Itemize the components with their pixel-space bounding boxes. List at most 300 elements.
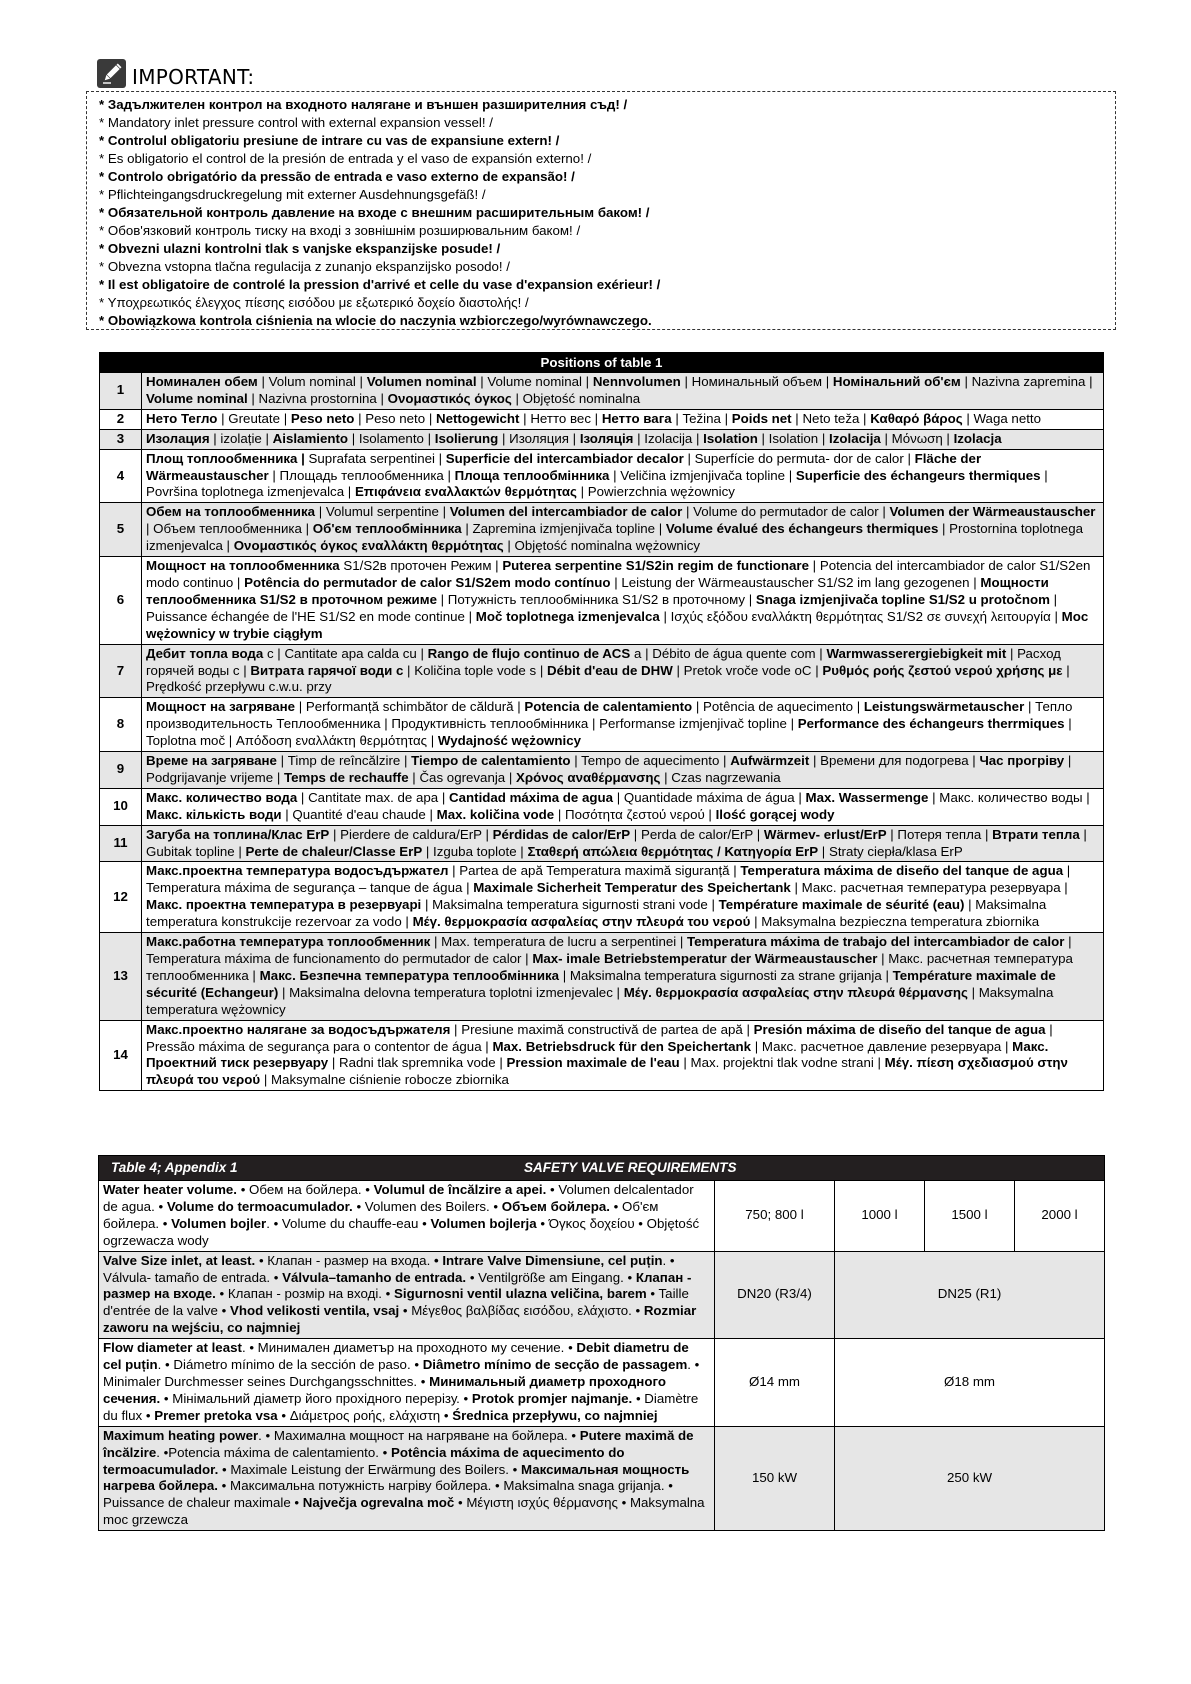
term-text: . • Diámetro mínimo de la sección de paso. • — [157, 1357, 423, 1373]
term-text: | Čas ogrevanja | — [408, 769, 517, 785]
notice-line: * Υποχρεωτικός έλεγχος πίεσης εισόδου με εξωτερικό δοχείο διαστολής! / — [99, 295, 529, 310]
valve-row-label — [99, 1426, 715, 1530]
term-text: | Потеря тепла | — [886, 826, 993, 842]
term-bold: Макс. количество вода — [146, 789, 298, 805]
term-bold: Ονομαστικός όγκος εναλλάκτη θερμότητας — [233, 538, 504, 554]
term-bold: Izolacja — [953, 430, 1002, 446]
term-bold: Premer pretoka vsa — [154, 1407, 278, 1423]
term-text: • Мінімальний діаметр його прохідного перерізу. • — [160, 1390, 472, 1406]
term-bold: Sigurnosni ventil ulazna veličina, barem — [394, 1286, 647, 1302]
valve-value: 1500 l — [925, 1181, 1015, 1252]
term-bold: Ρυθμός ροής ζεστού νερού χρήσης με — [822, 662, 1063, 678]
position-row — [100, 503, 1104, 557]
notice-line: * Mandatory inlet pressure control with external expansion vessel! / — [99, 115, 493, 130]
notice-line: * Obvezni ulazni kontrolni tlak s vanjske ekspanzijske posude! / — [99, 241, 501, 256]
position-number: 13 — [100, 933, 142, 1021]
term-text: | Težina | — [671, 410, 732, 426]
valve-value: 750; 800 l — [715, 1181, 835, 1252]
valve-value: Ø14 mm — [715, 1339, 835, 1427]
term-text: | Pierdere de caldura/ErP | — [329, 826, 493, 842]
term-text: | Maksimalna temperatura konstrukcije rezervoar za vodo | — [146, 897, 1047, 930]
term-text: | Tempo de aquecimento | — [570, 753, 731, 769]
important-notice-box — [86, 91, 1116, 330]
term-text: | Макс. расчетная температура теплообменника | — [146, 951, 1073, 983]
term-text: . • Махимална мощност на нагряване на бойлера. • — [258, 1427, 580, 1443]
term-text: | Макс. расчетная температура резервуара | — [790, 880, 1068, 896]
valve-table-title: SAFETY VALVE REQUIREMENTS — [524, 1160, 737, 1175]
term-bold: Maximum heating power — [103, 1427, 259, 1443]
notice-line: * Obvezna vstopna tlačna regulacija z zunanjo ekspanzijsko posodo! / — [99, 259, 510, 274]
term-text: | Maksymalna bezpieczna temperatura zbiornika — [750, 914, 1040, 930]
valve-value: DN25 (R1) — [835, 1251, 1105, 1339]
term-bold: Volume évalué des échangeurs thermiques — [665, 521, 939, 537]
term-text: | Izguba toplote | — [422, 843, 528, 859]
term-bold: Putere maximă de încălzire — [103, 1427, 694, 1460]
term-bold: Μέγ. θερμοκρασία ασφαλείας στην πλευρά του νερού — [412, 914, 751, 930]
term-text: . •Potencia máxima de calentamiento. • — [156, 1444, 391, 1460]
term-text: | Maksimalna delovna temperatura toplotni izmenjevalec | — [278, 984, 624, 1000]
term-bold: Μέγ. πίεση σχεδιασμού στην πλευρά του νερού — [146, 1055, 1068, 1088]
term-text: | Prostornina toplotnega izmenjevalca | — [146, 521, 1083, 554]
term-bold: Aufwärmzeit — [730, 753, 810, 769]
term-text: . • Минимален диаметър на проходното му сечение. • — [241, 1340, 577, 1356]
valve-value: Ø18 mm — [835, 1339, 1105, 1427]
term-text: | Номинальный объем | — [680, 374, 833, 389]
term-text: | Quantidade máxima de água | — [613, 789, 806, 805]
term-text: | Площадь теплообменника | — [268, 467, 455, 483]
term-bold: Καθαρό βάρος — [870, 410, 963, 426]
valve-row — [99, 1339, 1105, 1427]
valve-value: 2000 l — [1015, 1181, 1105, 1252]
position-number: 7 — [100, 644, 142, 698]
term-text: | Potencia del intercambiador de calor S1/S2en modo continuo | — [146, 558, 1091, 590]
term-bold: Изолация — [146, 430, 210, 446]
term-text: | Pressão máxima de segurança para o contentor de água | — [146, 1021, 1053, 1054]
term-text: | Maksymalne ciśnienie robocze zbiornika — [260, 1072, 509, 1088]
valve-value: 150 kW — [715, 1426, 835, 1530]
notice-line: * Обязательной контроль давление на входе с внешним расширительным баком! / — [99, 205, 650, 220]
position-description — [142, 825, 1104, 862]
term-text: | Površina toplotnega izmenjevalca | — [146, 467, 1048, 500]
position-description — [142, 373, 1104, 410]
term-bold: Επιφάνεια εναλλακτών θερμότητας — [354, 484, 577, 500]
term-text: • Клапан - размер на входа. — [255, 1252, 434, 1268]
position-row — [100, 557, 1104, 645]
term-bold: Нетто вага — [601, 410, 672, 426]
term-text: | Gubitak topline | — [146, 826, 1087, 859]
term-bold: Water heater volume. — [103, 1182, 237, 1197]
term-bold: Макс.проектно налягане за водосъдържателя — [146, 1021, 451, 1037]
term-text: | Podgrijavanje vrijeme | — [146, 753, 1072, 785]
valve-row-label — [99, 1181, 715, 1252]
term-bold: Aislamiento — [272, 430, 349, 446]
term-bold: Maximale Sicherheit Temperatur des Speichertank — [473, 880, 791, 896]
position-description — [142, 698, 1104, 752]
term-bold: Площа теплообмінника — [454, 467, 610, 483]
term-bold: Isolierung — [434, 430, 499, 446]
term-bold: Витрата гарячої води с — [250, 662, 404, 678]
term-text: • Максимальна потужність нагріву бойлера. • Maksimalna snaga grijanja. • Puissance de chaleur maximale • — [103, 1478, 673, 1511]
term-text: | Макс. количество воды | — [928, 789, 1090, 805]
term-bold: Vhod velikosti ventila, vsaj — [229, 1303, 400, 1319]
term-bold: Макс. проектна температура в резервуарі — [146, 897, 422, 913]
term-text: | Изоляция | — [498, 430, 580, 446]
term-text: | Quantité d'eau chaude | — [281, 806, 437, 822]
position-row — [100, 862, 1104, 933]
term-bold: Χρόνος αναθέρμανσης — [516, 769, 661, 785]
notice-line: * Es obligatorio el control de la presión de entrada y el vaso de expansión externo! / — [99, 151, 592, 166]
valve-table-body — [99, 1181, 1105, 1531]
term-text: | Veličina izmjenjivača topline | — [609, 467, 796, 483]
term-text: | Objętość nominalna wężownicy — [503, 538, 701, 554]
term-bold: Snaga izmjenjivača topline S1/S2 u protočnom — [755, 591, 1050, 607]
term-bold: Площ топлообменника | — [146, 450, 305, 466]
term-text: | Тепло производительность Теплообменника | Продуктивність теплообмінника | Performanse izmjenjivač topline | — [146, 699, 1073, 732]
term-bold: Superficie des échangeurs thermiques — [795, 467, 1041, 483]
term-text: | Greutate | — [217, 410, 291, 426]
term-bold: Загуба на топлина/Клас ErP — [146, 826, 330, 842]
term-text: | Max. temperatura de lucru a serpentinei | — [430, 934, 688, 950]
position-description — [142, 449, 1104, 503]
position-number: 9 — [100, 752, 142, 789]
term-text: | Temperatura máxima de segurança – tanque de água | — [146, 863, 1071, 896]
position-description — [142, 752, 1104, 789]
term-bold: Moc wężownicy w trybie ciągłym — [146, 608, 1089, 641]
term-bold: Nettogewicht — [436, 410, 520, 426]
term-bold: Temps de rechauffe — [283, 769, 409, 785]
term-text: | Volum nominal | — [257, 374, 367, 389]
notice-line: * Задължителен контрол на входното налягане и външен разширителния съд! / — [99, 97, 628, 112]
position-description — [142, 1020, 1104, 1091]
term-bold: Temperatura máxima de trabajo del intercambiador de calor — [687, 934, 1065, 950]
term-text: | Времени для подогрева | — [809, 753, 980, 769]
term-bold: Isolation — [703, 430, 758, 446]
term-text: | Leistung der Wärmeaustauscher S1/S2 im lang gezogenen | — [610, 574, 981, 590]
term-bold: Warmwasserergiebigkeit mit — [826, 645, 1007, 661]
term-text: | Volume do permutador de calor | — [682, 504, 890, 520]
term-bold: Fläche der Wärmeaustauscher — [146, 450, 982, 483]
term-bold: Température maximale de sécurité (Echangeur) — [146, 967, 1056, 1000]
position-row — [100, 644, 1104, 698]
position-row — [100, 409, 1104, 429]
term-bold: Potência máxima de aquecimento do termoacumulador. — [103, 1444, 625, 1477]
term-text: | Prędkość przepływu c.w.u. przy — [146, 662, 1070, 695]
term-bold: Performance des échangeurs therrmiques — [797, 716, 1065, 732]
term-text: | Μόνωση | — [880, 430, 954, 446]
term-text: . • Minimaler Durchmesser seines Durchgangsschnittes. • — [103, 1357, 700, 1389]
term-bold: Нето Тегло — [146, 410, 218, 426]
valve-value: 250 kW — [835, 1426, 1105, 1530]
term-bold: Izolacija — [829, 430, 881, 446]
term-bold: Ilość gorącej wody — [715, 806, 835, 822]
position-row — [100, 449, 1104, 503]
term-bold: Diâmetro mínimo de secção de passagem — [422, 1357, 688, 1373]
term-text: • Ventilgröße am Eingang. • — [466, 1269, 636, 1285]
term-bold: Мощност на загряване — [146, 699, 296, 715]
term-bold: Volumen bojlerja — [430, 1215, 537, 1231]
term-text: | Timp de reîncălzire | — [276, 753, 412, 769]
term-bold: Ізоляція — [579, 430, 634, 446]
term-text: | Nazivna prostornina | — [247, 390, 388, 406]
pencil-note-icon — [97, 59, 126, 88]
position-row — [100, 825, 1104, 862]
term-bold: Superficie del intercambiador decalor — [445, 450, 684, 466]
position-row — [100, 698, 1104, 752]
term-text: | Presiune maximă constructivă de partea de apă | — [450, 1021, 754, 1037]
position-number: 2 — [100, 409, 142, 429]
term-bold: Wärmev- erlust/ErP — [763, 826, 887, 842]
term-text: | Maksimalna temperatura sigurnosti strani vode | — [421, 897, 719, 913]
term-bold: Leistungswärmetauscher — [863, 699, 1025, 715]
position-description — [142, 788, 1104, 825]
notice-line: * Pflichteingangsdruckregelung mit externer Ausdehnungsgefäß! / — [99, 187, 486, 202]
term-bold: Pression maximale de l'eau — [506, 1055, 680, 1071]
position-description — [142, 409, 1104, 429]
term-text: | Maksimalna temperatura sigurnosti za strane grijanja | — [559, 967, 893, 983]
term-bold: Valve Size inlet, at least. — [103, 1252, 256, 1268]
valve-row — [99, 1251, 1105, 1339]
term-bold: Średnica przepływu, co najmniej — [452, 1407, 658, 1423]
term-bold: Volume nominal — [146, 390, 248, 406]
term-text: | Volume nominal | — [476, 374, 593, 389]
term-bold: Max- imale Betriebstemperatur der Wärmeaustauscher — [532, 951, 878, 966]
term-text: | Temperatura máxima de funcionamento do permutador de calor | — [146, 934, 1072, 966]
term-bold: Temperatura máxima de diseño del tanque de agua — [740, 863, 1064, 879]
term-bold: Température maximale de séurité (eau) — [718, 897, 965, 913]
term-text: • Клапан - розмір на вході. • — [215, 1286, 395, 1302]
term-bold: Максимальная мощность нагрева бойлера. — [103, 1461, 690, 1494]
position-row — [100, 429, 1104, 449]
position-number: 10 — [100, 788, 142, 825]
position-row — [100, 373, 1104, 410]
term-text: | Perda de calor/ErP | — [630, 826, 764, 842]
term-text: . • Volume du chauffe-eau • — [266, 1215, 431, 1231]
position-description — [142, 933, 1104, 1021]
term-text: a | Débito de água quente com | — [630, 645, 827, 661]
term-bold: Volumen bojler — [171, 1215, 267, 1231]
term-bold: Volumen del intercambiador de calor — [449, 504, 683, 520]
term-text: • Μέγιστη ισχύς θέρμανσης • Maksymalna moc grzewcza — [103, 1495, 705, 1528]
term-bold: Макс.проектна температура водосъдържател — [146, 863, 449, 879]
notice-line: * Обов'язковий контроль тиску на вході з зовнішнім розширювальним баком! / — [99, 223, 581, 238]
term-text: | Objętość nominalna — [511, 390, 641, 406]
term-bold: Макс.работна температура топлообменник — [146, 934, 431, 950]
term-bold: Volumen der Wärmeaustauscher — [889, 504, 1096, 520]
term-bold: Wydajność wężownicy — [437, 733, 582, 749]
position-number: 8 — [100, 698, 142, 752]
term-text: • Volumen des Boilers. • — [352, 1198, 502, 1214]
term-bold: Макс. Безпечна температура теплообмінника — [259, 967, 560, 983]
term-text: | Puissance échangée de l'HE S1/S2 en mode continue | — [146, 591, 1058, 624]
term-bold: Rozmiar zaworu na wejściu, co najmniej — [103, 1303, 697, 1336]
term-text: | Расход горячей воды с | — [146, 645, 1061, 678]
position-number: 4 — [100, 449, 142, 503]
term-bold: Válvula–tamanho de entrada. — [282, 1269, 467, 1285]
position-row — [100, 752, 1104, 789]
term-text: Suprafata serpentinei | — [304, 450, 446, 466]
term-bold: Débit d'eau de DHW — [547, 662, 673, 678]
term-bold: Puterea serpentine S1/S2in regim de functionare — [502, 558, 809, 574]
term-bold: Presión máxima de diseño del tanque de agua — [753, 1021, 1046, 1037]
term-bold: Debit diametru de cel puțin — [103, 1340, 689, 1373]
term-bold: Max. Wassermenge — [805, 789, 929, 805]
term-bold: Време на загряване — [146, 753, 277, 769]
term-text: | Потужність теплообмінника S1/S2 в проточному | — [436, 591, 756, 607]
term-text: | Volumul serpentine | — [315, 504, 450, 520]
term-bold: Номінальний об'єм — [832, 374, 961, 389]
term-bold: Max. količina vode — [436, 806, 555, 822]
term-bold: Объем бойлера. — [501, 1198, 610, 1214]
term-text: | Maksymalna temperatura wężownicy — [146, 984, 1054, 1017]
positions-table — [99, 352, 1104, 1091]
notice-line: * Controlul obligatoriu presiune de intrare cu vas de expansiune extern! / — [99, 133, 560, 148]
term-text: • Όγκος δοχείου • Objętość ogrzewacza wody — [103, 1215, 700, 1248]
term-bold: Минимальный диаметр проходного сечения. — [103, 1373, 666, 1406]
term-bold: Pérdidas de calor/ErP — [492, 826, 631, 842]
term-text: | Performanță schimbător de căldură | — [295, 699, 525, 715]
term-text: | Isolation | — [757, 430, 830, 446]
term-text: | Količina tople vode s | — [403, 662, 548, 678]
term-bold: Cantidad máxima de agua — [449, 789, 614, 805]
term-bold: Rango de flujo continuo de ACS — [427, 645, 631, 661]
term-text: | Potência de aquecimento | — [692, 699, 864, 715]
term-text: • Maximale Leistung der Erwärmung des Boilers. • — [218, 1461, 521, 1477]
term-text: • Μέγεθος βαλβίδας εισόδου, ελάχιστο. • — [399, 1303, 644, 1319]
term-bold: Volumul de încălzire a apei. — [373, 1182, 547, 1197]
position-description — [142, 862, 1104, 933]
term-bold: Номинален обем — [146, 374, 258, 389]
positions-table-title: Positions of table 1 — [100, 353, 1104, 373]
position-number: 14 — [100, 1020, 142, 1091]
term-text: | Waga netto — [962, 410, 1042, 426]
term-text: | Cantitate max. de apa | — [297, 789, 450, 805]
term-bold: Час прогріву — [979, 753, 1065, 769]
term-bold: • Intrare Valve Dimensiune, cel puțin — [433, 1252, 663, 1268]
valve-row — [99, 1426, 1105, 1530]
valve-table-ref: Table 4; Appendix 1 — [111, 1160, 238, 1175]
valve-table-header — [99, 1156, 1105, 1181]
term-text: • Διάμετρος ροής, ελάχιστη • — [277, 1407, 453, 1423]
term-bold: Protok promjer najmanje. — [471, 1390, 633, 1406]
term-bold: Volume do termoacumulador. — [166, 1198, 353, 1214]
term-text: | Peso neto | — [354, 410, 436, 426]
position-number: 5 — [100, 503, 142, 557]
term-bold: Обем на топлообменника — [146, 504, 315, 520]
position-number: 12 — [100, 862, 142, 933]
position-row — [100, 933, 1104, 1021]
position-description — [142, 557, 1104, 645]
valve-row — [99, 1181, 1105, 1252]
term-text: • Taille d'entrée de la valve • — [103, 1286, 689, 1319]
term-text: | izolație | — [209, 430, 273, 446]
term-text: | Radni tlak spremnika vode | — [328, 1055, 507, 1071]
term-bold: Макс. кількість води — [146, 806, 282, 822]
term-text: | Straty ciepła/klasa ErP — [818, 843, 963, 859]
position-number: 3 — [100, 429, 142, 449]
term-bold: Volumen nominal — [366, 374, 477, 389]
position-description — [142, 429, 1104, 449]
term-bold: Max. Betriebsdruck für den Speichertank — [492, 1038, 752, 1054]
term-bold: Flow diameter at least — [103, 1340, 242, 1356]
position-row — [100, 1020, 1104, 1091]
term-text: | Нетто вес | — [519, 410, 602, 426]
term-bold: Об'єм теплообмінника — [312, 521, 462, 537]
term-bold: Ονομαστικός όγκος — [387, 390, 512, 406]
important-title: IMPORTANT: — [132, 65, 255, 89]
term-bold: Σταθερή απώλεια θερμότητας / Κατηγορία ErP — [527, 843, 819, 859]
position-number: 6 — [100, 557, 142, 645]
term-text: • Обем на бойлера. • — [237, 1182, 374, 1197]
term-text: | Объем теплообменника | — [146, 521, 313, 537]
term-text: • Об'єм бойлера. • — [103, 1198, 659, 1231]
term-bold: Мощност на топлообменника — [146, 558, 340, 574]
notice-line: * Obowiązkowa kontrola ciśnienia na wlocie do naczynia wzbiorczego/wyrównawczego. — [99, 313, 652, 328]
term-bold: Največja ogrevalna moč — [302, 1495, 455, 1511]
term-bold: Дебит топла вода — [146, 645, 264, 661]
notice-line: * Controlo obrigatório da pressão de entrada e vaso externo de expansão! / — [99, 169, 575, 184]
safety-valve-table — [98, 1155, 1105, 1531]
term-bold: Клапан - размер на входе. — [103, 1269, 692, 1302]
position-row — [100, 788, 1104, 825]
term-bold: Μέγ. θερμοκρασία ασφαλείας στην πλευρά θέρμανσης — [623, 984, 968, 1000]
term-bold: Втрати тепла — [992, 826, 1080, 842]
term-text: | Макс. расчетное давление резервуара | — [751, 1038, 1013, 1054]
term-bold: Tiempo de calentamiento — [411, 753, 571, 769]
term-bold: Potencia de calentamiento — [524, 699, 693, 715]
term-bold: Макс. Проектний тиск резервуару — [146, 1038, 1049, 1071]
term-text: S1/S2в проточен Режим | — [339, 558, 503, 574]
position-number: 1 — [100, 373, 142, 410]
term-text: | Superfície do permuta- dor de calor | — [683, 450, 915, 466]
term-bold: Perte de chaleur/Classe ErP — [245, 843, 423, 859]
term-text: | Zapremina izmjenjivača topline | — [461, 521, 666, 537]
important-header — [97, 54, 254, 88]
term-text: | Czas nagrzewania — [660, 769, 781, 785]
term-text: | Toplotna moč | Απόδοση εναλλάκτη θερμότητας | — [146, 716, 1072, 749]
valve-value: DN20 (R3/4) — [715, 1251, 835, 1339]
position-description — [142, 644, 1104, 698]
valve-row-label — [99, 1339, 715, 1427]
term-text: | Ισχύς εξόδου εναλλάκτη θερμότητας S1/S2 σε συνεχή λειτουργία | — [659, 608, 1062, 624]
term-text: | Ποσότητα ζεστού νερού | — [554, 806, 716, 822]
term-bold: Poids net — [731, 410, 792, 426]
term-bold: Potência do permutador de calor S1/S2em modo contínuo — [244, 574, 611, 590]
positions-table-body — [100, 373, 1104, 1091]
term-text: . • Válvula- tamaño de entrada. • — [103, 1252, 675, 1285]
term-bold: Moč toplotnega izmenjevalca — [475, 608, 660, 624]
term-text: | Pretok vroče vode oC | — [672, 662, 823, 678]
valve-value: 1000 l — [835, 1181, 925, 1252]
term-bold: Peso neto — [290, 410, 355, 426]
term-text: | Isolamento | — [348, 430, 435, 446]
notice-line: * Il est obligatoire de controlé la pression d'arrivé et celle du vase d'expansion exérieur! / — [99, 277, 661, 292]
term-text: с | Cantitate apa calda cu | — [263, 645, 428, 661]
position-description — [142, 503, 1104, 557]
term-text: • Diamètre du flux • — [103, 1390, 699, 1423]
valve-row-label — [99, 1251, 715, 1339]
term-text: | Neto teža | — [791, 410, 871, 426]
term-bold: Nennvolumen — [592, 374, 681, 389]
positions-table-header — [100, 353, 1104, 373]
term-text: | Powierzchnia wężownicy — [576, 484, 735, 500]
term-text: | Izolacija | — [633, 430, 704, 446]
term-text: | Max. projektni tlak vodne strani | — [679, 1055, 885, 1071]
term-text: | Partea de apă Temperatura maximă siguranță | — [448, 863, 741, 879]
term-text: | Nazivna zapremina | — [960, 374, 1093, 389]
term-text: • Volumen delcalentador de agua. • — [103, 1182, 694, 1214]
position-number: 11 — [100, 825, 142, 862]
term-bold: Мощности теплообменника S1/S2 в проточном режиме — [146, 574, 1049, 607]
